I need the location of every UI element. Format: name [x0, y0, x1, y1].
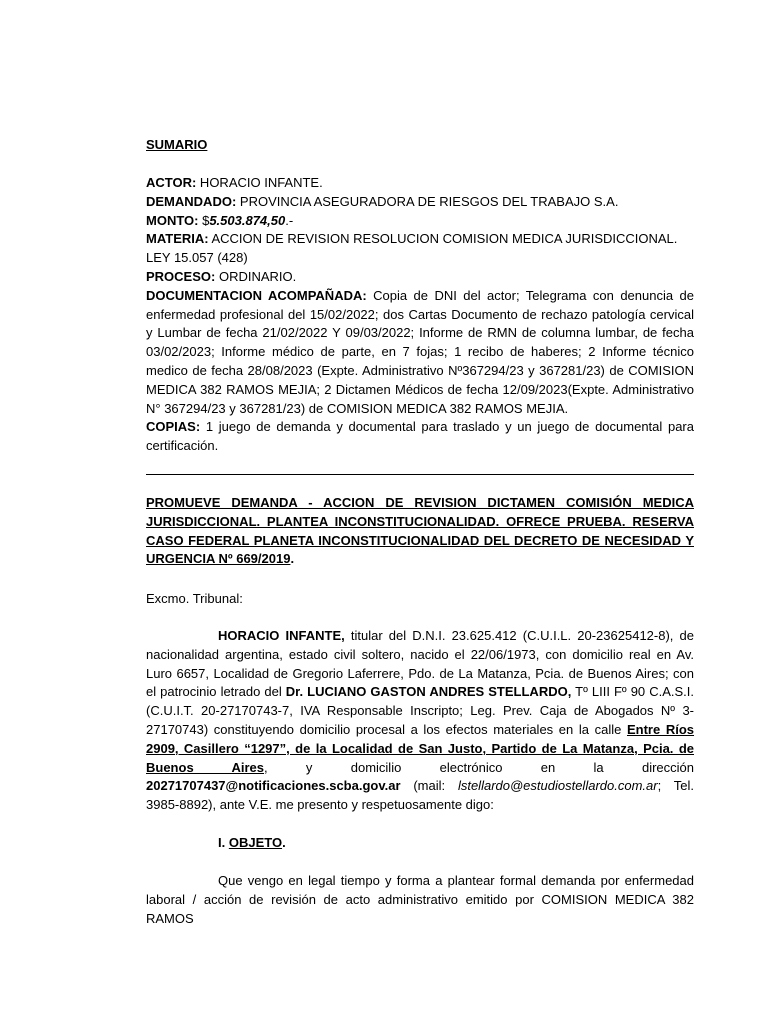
- demandado-label: DEMANDADO:: [146, 193, 237, 209]
- documentacion-value: Copia de DNI del actor; Telegrama con denuncia de enfermedad profesional del 15/02/2022; dos Cartas Documento de rechazo patología cervical y Lumbar de fecha 21/02/2022 Y 09/03/2022; Informe de RMN de columna lumbar, de fecha 03/02/2023; Informe médico de parte, en 7 fojas; 1 recibo de haberes; 2 Informe técnico medico de fecha 28/08/2023 (Expte. Administrativo Nº367294/23 y 367281/23) de COMISION MEDICA 382 RAMOS MEJIA; 2 Dictamen Médicos de fecha 12/09/2023(Expte. Administrativo N° 367294/23 y 367281/23) de COMISION MEDICA 382 RAMOS MEJIA.: [146, 287, 694, 416]
- intro-text-1: titular del D.N.I. 23.625.412 (C.U.I.L. 20-23625412-8), de nacionalidad argentina, estado civil soltero, nacido el 22/06/1973, con domicilio real en Av. Luro 6657, Localidad de Gregorio Laferrere, Pdo. de La Matanza, Pcia. de Buenos Aires; con el patrocinio letrado del: [146, 628, 694, 700]
- demand-heading: [146, 494, 694, 569]
- lawyer-name: Dr. LUCIANO GASTON ANDRES STELLARDO,: [285, 684, 572, 700]
- intro-paragraph: [146, 627, 694, 815]
- section-title-tail: .: [282, 835, 286, 850]
- demandado-value: PROVINCIA ASEGURADORA DE RIESGOS DEL TRABAJO S.A.: [236, 193, 619, 209]
- documentacion-label: DOCUMENTACION ACOMPAÑADA:: [146, 287, 367, 303]
- materia-line: [146, 230, 694, 268]
- actor-value: HORACIO INFANTE.: [196, 175, 323, 190]
- proceso-value: ORDINARIO.: [215, 268, 297, 284]
- materia-label: MATERIA:: [146, 231, 209, 247]
- intro-text-3: , y domicilio electrónico en la dirección: [264, 759, 694, 775]
- documentacion-line: [146, 287, 694, 419]
- horizontal-divider: [146, 474, 694, 475]
- demand-heading-text: PROMUEVE DEMANDA - ACCION DE REVISION DICTAMEN COMISIÓN MEDICA JURISDICCIONAL. PLANTEA INCONSTITUCIONALIDAD. OFRECE PRUEBA. RESERVA CASO FEDERAL PLANETA INCONSTITUCIONALIDAD DEL DECRETO DE NECESIDAD Y URGENCIA Nº 669/2019: [146, 495, 694, 567]
- objeto-text: Que vengo en legal tiempo y forma a plantear formal demanda por enfermedad laboral / acción de revisión de acto administrativo emitido por COMISION MEDICA 382 RAMOS: [146, 873, 694, 926]
- procedural-address: Entre Ríos 2909, Casillero “1297”, de la Localidad de San Justo, Partido de La Matanza, Pcia. de Buenos Aires: [146, 721, 695, 775]
- actor-line: [146, 174, 694, 193]
- summary-block: [146, 174, 694, 456]
- proceso-label: PROCESO:: [146, 268, 216, 284]
- electronic-domicile: 20271707437@notificaciones.scba.gov.ar: [146, 778, 401, 794]
- salutation-text: Excmo. Tribunal:: [146, 591, 243, 606]
- demandado-line: [146, 193, 694, 212]
- demand-heading-tail: .: [290, 551, 295, 567]
- monto-label: MONTO:: [146, 212, 199, 228]
- copias-value: 1 juego de demanda y documental para traslado y un juego de documental para certificación.: [146, 419, 694, 454]
- intro-text-4: (mail:: [400, 778, 458, 794]
- copias-line: [146, 418, 694, 456]
- materia-value: ACCION DE REVISION RESOLUCION COMISION MEDICA JURISDICCIONAL. LEY 15.057 (428): [146, 231, 678, 266]
- proceso-line: [146, 268, 694, 287]
- actor-label: ACTOR:: [146, 175, 197, 190]
- actor-name: HORACIO INFANTE,: [218, 628, 345, 643]
- sumario-title-text: SUMARIO: [146, 137, 208, 152]
- sumario-title: [146, 136, 694, 155]
- monto-value: 5.503.874,50: [209, 212, 286, 228]
- section-number: I.: [218, 835, 229, 850]
- section-title: OBJETO: [228, 835, 283, 850]
- intro-text-5: ; Tel. 3985-8892), ante V.E. me presento y respetuosamente digo:: [146, 778, 695, 813]
- objeto-paragraph: [146, 872, 694, 928]
- email-address: lstellardo@estudiostellardo.com.ar: [457, 778, 658, 794]
- monto-suffix: .-: [285, 212, 294, 228]
- intro-text-2: Tº LIII Fº 90 C.A.S.I. (C.U.I.T. 20-27170743-7, IVA Responsable Inscripto; Leg. Prev. Caja de Abogados Nº 3-27170743) constituyendo domicilio procesal a los efectos materiales en la calle: [146, 684, 694, 737]
- monto-prefix: $: [198, 212, 210, 228]
- monto-line: [146, 212, 694, 231]
- copias-label: COPIAS:: [146, 419, 201, 435]
- salutation: [146, 590, 694, 609]
- section-objeto-heading: [218, 834, 694, 853]
